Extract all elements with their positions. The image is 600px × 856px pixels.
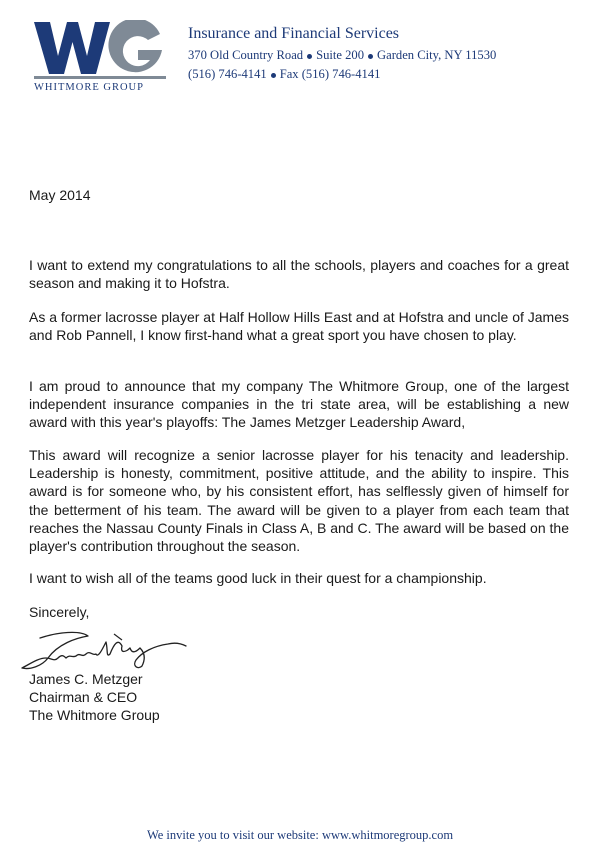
- fax: Fax (516) 746-4141: [279, 67, 381, 81]
- letterhead: [188, 24, 496, 84]
- suite: Suite 200: [316, 48, 365, 62]
- footer-website: We invite you to visit our website: www.whitmoregroup.com: [146, 828, 454, 842]
- bullet-icon: [271, 73, 276, 78]
- paragraph-2: As a former lacrosse player at Half Hollow Hills East and at Hofstra and uncle of James and Rob Pannell, I know first-hand what a great sport you have chosen to play.: [29, 309, 570, 344]
- paragraph-3: I am proud to announce that my company The Whitmore Group, one of the largest independent insurance companies in the tri state area, will be establishing a new award with this year's playoffs: The James Metzger Leadership Award,: [29, 378, 569, 431]
- logo-wordmark: WHITMORE GROUP: [34, 82, 144, 93]
- wg-monogram-icon: [34, 20, 166, 82]
- signer-company: The Whitmore Group: [29, 707, 160, 724]
- letter-date: May 2014: [29, 187, 91, 203]
- bullet-icon: [368, 54, 373, 59]
- signer-title: Chairman & CEO: [29, 689, 138, 706]
- street: 370 Old Country Road: [188, 48, 304, 62]
- paragraph-4: This award will recognize a senior lacrosse player for his tenacity and leadership. Leadership is honesty, commitment, positive attitude, and the ability to inspire. This award is for someone who, by his consistent effort, has selflessly given of himself for the betterment of his team. The award will be given to a player from each team that reaches the Nassau County Finals in Class A, B and C. The award will be based on the player's contribution throughout the season.: [29, 447, 569, 555]
- phone: (516) 746-4141: [188, 67, 267, 81]
- bullet-icon: [307, 54, 312, 59]
- paragraph-5: I want to wish all of the teams good luck in their quest for a championship.: [29, 570, 487, 586]
- signer-name: James C. Metzger: [29, 671, 143, 687]
- company-tagline: Insurance and Financial Services: [188, 25, 400, 42]
- closing: Sincerely,: [29, 604, 90, 620]
- company-logo: [34, 20, 166, 96]
- city: Garden City, NY 11530: [377, 48, 497, 62]
- contact-line: [188, 65, 496, 84]
- paragraph-1: I want to extend my congratulations to all the schools, players and coaches for a great season and making it to Hofstra.: [29, 257, 569, 292]
- address-line: [188, 46, 496, 65]
- signature-block: [29, 670, 569, 725]
